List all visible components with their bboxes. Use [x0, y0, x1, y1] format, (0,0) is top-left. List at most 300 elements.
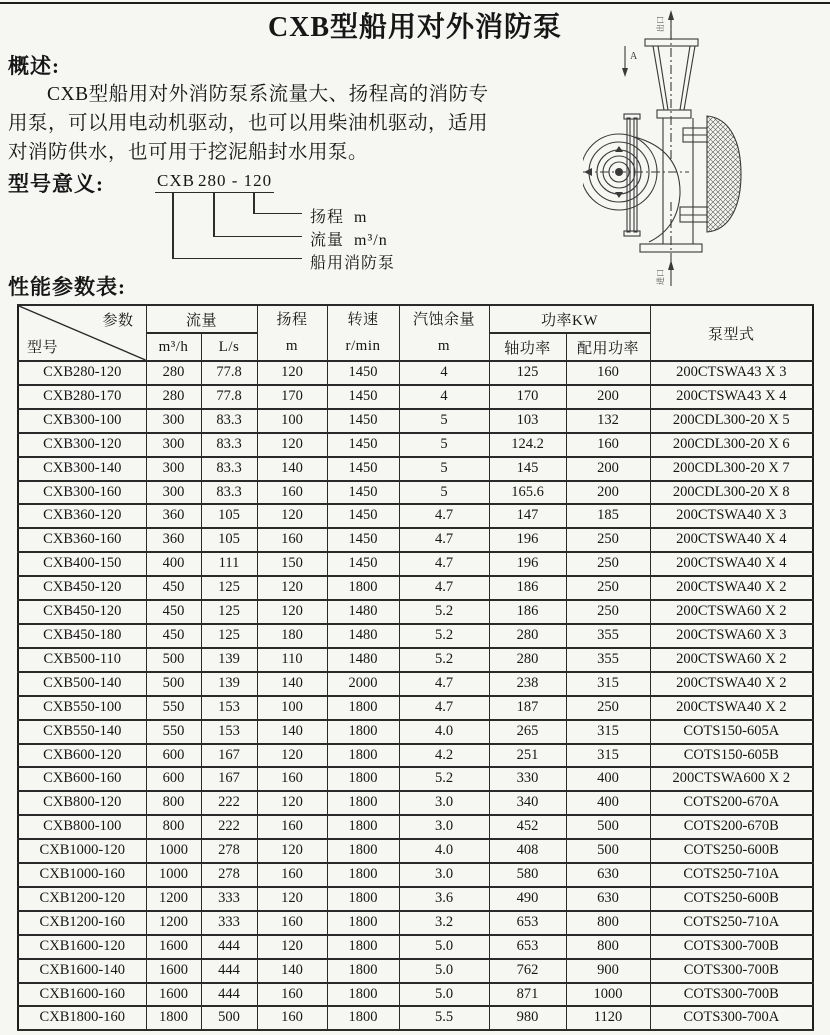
cell-model: CXB1200-120	[18, 887, 146, 911]
cell-flow-m3h: 300	[146, 481, 201, 505]
table-row	[18, 815, 813, 839]
cell-npsh-m: 5	[399, 481, 489, 505]
cell-head-m: 160	[257, 528, 327, 552]
cell-model: CXB1200-160	[18, 911, 146, 935]
cell-head-m: 160	[257, 815, 327, 839]
cell-model: CXB280-120	[18, 361, 146, 385]
cell-rated-power: 200	[566, 457, 650, 481]
cell-head-m: 120	[257, 361, 327, 385]
table-row	[18, 504, 813, 528]
cell-flow-m3h: 800	[146, 791, 201, 815]
inlet-arrow-icon	[655, 260, 674, 286]
table-row	[18, 863, 813, 887]
cell-flow-m3h: 280	[146, 385, 201, 409]
header-power: 功率KW	[489, 305, 650, 333]
cell-pump-type: 200CTSWA40 X 2	[650, 672, 813, 696]
cell-rated-power: 132	[566, 409, 650, 433]
cell-npsh-m: 5.2	[399, 767, 489, 791]
cell-shaft-power: 653	[489, 935, 566, 959]
cell-speed-rmin: 1480	[327, 624, 399, 648]
cell-npsh-m: 4	[399, 385, 489, 409]
table-row	[18, 385, 813, 409]
table-row	[18, 696, 813, 720]
cell-model: CXB1000-160	[18, 863, 146, 887]
cell-pump-type: COTS300-700B	[650, 983, 813, 1007]
cell-shaft-power: 196	[489, 528, 566, 552]
cell-flow-m3h: 500	[146, 648, 201, 672]
cell-flow-m3h: 300	[146, 433, 201, 457]
model-connector-line	[213, 236, 302, 238]
cell-pump-type: 200CTSWA40 X 4	[650, 552, 813, 576]
cell-flow-m3h: 1200	[146, 887, 201, 911]
cell-head-m: 120	[257, 433, 327, 457]
cell-npsh-m: 4.7	[399, 528, 489, 552]
cell-speed-rmin: 1450	[327, 504, 399, 528]
cell-speed-rmin: 1450	[327, 409, 399, 433]
cell-flow-m3h: 550	[146, 696, 201, 720]
cell-flow-m3h: 280	[146, 361, 201, 385]
overview-paragraph	[8, 80, 583, 167]
corner-param-label: 参数	[102, 313, 134, 329]
table-row	[18, 744, 813, 768]
cell-shaft-power: 871	[489, 983, 566, 1007]
cell-head-m: 140	[257, 672, 327, 696]
cell-npsh-m: 5.0	[399, 959, 489, 983]
model-connector-line	[253, 193, 255, 214]
header-flow-m3h: m³/h	[146, 333, 201, 361]
cell-flow-ls: 444	[201, 983, 257, 1007]
cell-pump-type: 200CDL300-20 X 7	[650, 457, 813, 481]
table-row	[18, 767, 813, 791]
cell-npsh-m: 5	[399, 409, 489, 433]
cell-head-m: 120	[257, 791, 327, 815]
cell-rated-power: 315	[566, 744, 650, 768]
cell-shaft-power: 187	[489, 696, 566, 720]
cell-flow-m3h: 600	[146, 767, 201, 791]
cell-model: CXB300-160	[18, 481, 146, 505]
cell-shaft-power: 147	[489, 504, 566, 528]
corner-model-label: 型号	[27, 340, 59, 356]
cell-shaft-power: 186	[489, 600, 566, 624]
table-row	[18, 911, 813, 935]
table-row	[18, 959, 813, 983]
header-npsh-label: 汽蚀余量	[413, 312, 476, 328]
table-row	[18, 887, 813, 911]
cell-npsh-m: 4	[399, 361, 489, 385]
cell-model: CXB1600-160	[18, 983, 146, 1007]
cell-pump-type: COTS250-710A	[650, 863, 813, 887]
cell-flow-m3h: 600	[146, 744, 201, 768]
inlet-label: 进口	[656, 269, 665, 285]
cell-shaft-power: 186	[489, 576, 566, 600]
cell-flow-ls: 278	[201, 839, 257, 863]
corner-header-cell	[18, 305, 146, 361]
table-row	[18, 935, 813, 959]
cell-shaft-power: 145	[489, 457, 566, 481]
header-flow-ls: L/s	[201, 333, 257, 361]
cell-flow-ls: 278	[201, 863, 257, 887]
cell-npsh-m: 4.0	[399, 839, 489, 863]
model-label-flow: 流量 m³/n	[310, 232, 388, 249]
cell-flow-ls: 444	[201, 959, 257, 983]
cell-model: CXB500-140	[18, 672, 146, 696]
cell-speed-rmin: 1800	[327, 815, 399, 839]
cell-pump-type: 200CTSWA40 X 4	[650, 528, 813, 552]
cell-rated-power: 355	[566, 624, 650, 648]
cell-npsh-m: 3.2	[399, 911, 489, 935]
performance-table-heading: 性能参数表:	[8, 275, 126, 299]
cell-shaft-power: 762	[489, 959, 566, 983]
cell-flow-ls: 222	[201, 791, 257, 815]
cell-flow-ls: 83.3	[201, 433, 257, 457]
cell-rated-power: 200	[566, 385, 650, 409]
cell-speed-rmin: 1800	[327, 1006, 399, 1030]
cell-rated-power: 800	[566, 911, 650, 935]
cell-speed-rmin: 1450	[327, 433, 399, 457]
header-speed-unit: r/min	[345, 338, 381, 354]
table-row	[18, 361, 813, 385]
cell-speed-rmin: 1800	[327, 863, 399, 887]
cell-rated-power: 500	[566, 839, 650, 863]
cell-rated-power: 160	[566, 361, 650, 385]
cell-shaft-power: 408	[489, 839, 566, 863]
cell-flow-m3h: 1600	[146, 935, 201, 959]
cell-flow-ls: 444	[201, 935, 257, 959]
table-row	[18, 1006, 813, 1030]
cell-pump-type: 200CTSWA43 X 4	[650, 385, 813, 409]
cell-rated-power: 200	[566, 481, 650, 505]
cell-speed-rmin: 1480	[327, 648, 399, 672]
cell-head-m: 170	[257, 385, 327, 409]
cell-model: CXB300-120	[18, 433, 146, 457]
cell-speed-rmin: 1800	[327, 935, 399, 959]
table-row	[18, 672, 813, 696]
overview-line: CXB型船用对外消防泵系流量大、扬程高的消防专	[47, 84, 489, 105]
cell-model: CXB300-140	[18, 457, 146, 481]
table-row	[18, 983, 813, 1007]
cell-speed-rmin: 1800	[327, 720, 399, 744]
cell-flow-ls: 83.3	[201, 457, 257, 481]
cell-flow-m3h: 500	[146, 672, 201, 696]
cell-shaft-power: 124.2	[489, 433, 566, 457]
cell-speed-rmin: 1800	[327, 959, 399, 983]
cell-model: CXB600-160	[18, 767, 146, 791]
volute-casing-icon	[583, 134, 680, 242]
cell-pump-type: COTS250-600B	[650, 839, 813, 863]
cell-flow-ls: 83.3	[201, 409, 257, 433]
cell-pump-type: 200CTSWA40 X 2	[650, 576, 813, 600]
model-connector-line	[172, 258, 302, 260]
cell-model: CXB360-160	[18, 528, 146, 552]
cell-head-m: 120	[257, 600, 327, 624]
cell-head-m: 160	[257, 983, 327, 1007]
cell-model: CXB550-100	[18, 696, 146, 720]
cell-flow-m3h: 400	[146, 552, 201, 576]
table-row	[18, 409, 813, 433]
cell-head-m: 120	[257, 504, 327, 528]
cell-speed-rmin: 1450	[327, 361, 399, 385]
cell-shaft-power: 452	[489, 815, 566, 839]
cell-speed-rmin: 1800	[327, 696, 399, 720]
cell-speed-rmin: 1450	[327, 457, 399, 481]
cell-rated-power: 315	[566, 672, 650, 696]
cell-model: CXB1600-120	[18, 935, 146, 959]
header-speed	[327, 305, 399, 361]
cell-speed-rmin: 1800	[327, 767, 399, 791]
cell-pump-type: COTS300-700B	[650, 935, 813, 959]
table-row	[18, 457, 813, 481]
cell-model: CXB1800-160	[18, 1006, 146, 1030]
cell-model: CXB600-120	[18, 744, 146, 768]
cell-flow-m3h: 1000	[146, 863, 201, 887]
cell-npsh-m: 4.7	[399, 552, 489, 576]
cell-rated-power: 250	[566, 600, 650, 624]
cell-npsh-m: 4.7	[399, 504, 489, 528]
cell-npsh-m: 4.7	[399, 576, 489, 600]
cell-npsh-m: 5.2	[399, 600, 489, 624]
cell-speed-rmin: 1800	[327, 791, 399, 815]
cell-flow-ls: 167	[201, 744, 257, 768]
cell-shaft-power: 580	[489, 863, 566, 887]
cell-flow-ls: 153	[201, 696, 257, 720]
cell-flow-ls: 333	[201, 887, 257, 911]
cell-flow-ls: 77.8	[201, 361, 257, 385]
cell-rated-power: 900	[566, 959, 650, 983]
cell-flow-ls: 139	[201, 672, 257, 696]
cell-shaft-power: 125	[489, 361, 566, 385]
cell-pump-type: 200CTSWA60 X 2	[650, 648, 813, 672]
cell-model: CXB500-110	[18, 648, 146, 672]
bracket-bar-icon	[624, 114, 640, 236]
cell-npsh-m: 3.0	[399, 815, 489, 839]
page-title: CXB型船用对外消防泵	[267, 12, 563, 43]
cell-rated-power: 250	[566, 576, 650, 600]
cell-head-m: 120	[257, 887, 327, 911]
cell-head-m: 120	[257, 744, 327, 768]
header-head	[257, 305, 327, 361]
cell-model: CXB800-100	[18, 815, 146, 839]
cell-flow-m3h: 800	[146, 815, 201, 839]
cell-rated-power: 630	[566, 863, 650, 887]
cell-head-m: 120	[257, 576, 327, 600]
cell-model: CXB450-120	[18, 600, 146, 624]
cell-flow-ls: 500	[201, 1006, 257, 1030]
cell-pump-type: 200CDL300-20 X 8	[650, 481, 813, 505]
cell-npsh-m: 4.2	[399, 744, 489, 768]
cell-npsh-m: 5.5	[399, 1006, 489, 1030]
cell-flow-ls: 83.3	[201, 481, 257, 505]
cell-pump-type: 200CTSWA40 X 3	[650, 504, 813, 528]
cell-rated-power: 800	[566, 935, 650, 959]
cell-rated-power: 400	[566, 767, 650, 791]
cell-npsh-m: 5.2	[399, 624, 489, 648]
cell-head-m: 160	[257, 863, 327, 887]
table-row	[18, 600, 813, 624]
cell-pump-type: COTS250-600B	[650, 887, 813, 911]
cell-flow-m3h: 1600	[146, 959, 201, 983]
cell-shaft-power: 251	[489, 744, 566, 768]
cell-rated-power: 250	[566, 552, 650, 576]
cell-speed-rmin: 1450	[327, 481, 399, 505]
cell-head-m: 100	[257, 409, 327, 433]
model-code-series: CXB	[155, 171, 197, 193]
cell-head-m: 140	[257, 959, 327, 983]
cell-rated-power: 1000	[566, 983, 650, 1007]
cell-flow-m3h: 450	[146, 624, 201, 648]
cell-flow-ls: 105	[201, 528, 257, 552]
cell-shaft-power: 330	[489, 767, 566, 791]
header-rated-power: 配用功率	[566, 333, 650, 361]
cell-head-m: 180	[257, 624, 327, 648]
cell-pump-type: 200CTSWA60 X 2	[650, 600, 813, 624]
cell-model: CXB360-120	[18, 504, 146, 528]
header-shaft-power: 轴功率	[489, 333, 566, 361]
table-row	[18, 624, 813, 648]
cell-head-m: 120	[257, 839, 327, 863]
cell-shaft-power: 280	[489, 648, 566, 672]
cell-flow-m3h: 300	[146, 409, 201, 433]
header-head-unit: m	[285, 338, 299, 354]
cell-npsh-m: 3.0	[399, 791, 489, 815]
view-a-label: A	[630, 51, 638, 62]
table-row	[18, 433, 813, 457]
cell-rated-power: 500	[566, 815, 650, 839]
table-row	[18, 552, 813, 576]
cell-model: CXB280-170	[18, 385, 146, 409]
cell-shaft-power: 196	[489, 552, 566, 576]
cell-speed-rmin: 2000	[327, 672, 399, 696]
cell-head-m: 150	[257, 552, 327, 576]
cell-shaft-power: 238	[489, 672, 566, 696]
overview-line: 对消防供水，也可用于挖泥船封水用泵。	[8, 142, 369, 163]
cell-pump-type: 200CDL300-20 X 5	[650, 409, 813, 433]
cell-speed-rmin: 1450	[327, 552, 399, 576]
cell-shaft-power: 103	[489, 409, 566, 433]
table-row	[18, 720, 813, 744]
cell-flow-ls: 125	[201, 576, 257, 600]
cell-shaft-power: 265	[489, 720, 566, 744]
header-pump-type: 泵型式	[650, 305, 813, 361]
cell-speed-rmin: 1800	[327, 887, 399, 911]
cell-model: CXB1000-120	[18, 839, 146, 863]
pump-technical-drawing	[583, 2, 828, 294]
cell-npsh-m: 5	[399, 457, 489, 481]
cell-head-m: 160	[257, 1006, 327, 1030]
table-row	[18, 576, 813, 600]
table-row	[18, 481, 813, 505]
outlet-label: 出口	[656, 16, 665, 32]
cell-flow-m3h: 1200	[146, 911, 201, 935]
cell-npsh-m: 4.0	[399, 720, 489, 744]
cell-shaft-power: 280	[489, 624, 566, 648]
cell-model: CXB1600-140	[18, 959, 146, 983]
cell-rated-power: 160	[566, 433, 650, 457]
cell-flow-m3h: 1600	[146, 983, 201, 1007]
model-connector-line	[213, 193, 215, 237]
table-row	[18, 648, 813, 672]
cell-flow-m3h: 450	[146, 600, 201, 624]
view-a-arrow-icon	[622, 46, 638, 77]
cell-speed-rmin: 1800	[327, 576, 399, 600]
cell-flow-ls: 111	[201, 552, 257, 576]
model-meaning-heading: 型号意义:	[8, 172, 104, 196]
cell-rated-power: 185	[566, 504, 650, 528]
cell-speed-rmin: 1800	[327, 983, 399, 1007]
cell-pump-type: COTS150-605A	[650, 720, 813, 744]
cell-flow-ls: 139	[201, 648, 257, 672]
cell-pump-type: 200CTSWA60 X 3	[650, 624, 813, 648]
cell-pump-type: COTS200-670B	[650, 815, 813, 839]
cell-npsh-m: 5	[399, 433, 489, 457]
cell-model: CXB450-120	[18, 576, 146, 600]
cell-model: CXB800-120	[18, 791, 146, 815]
cell-pump-type: 200CTSWA40 X 2	[650, 696, 813, 720]
model-code-numbers: 280 - 120	[196, 171, 274, 193]
cell-flow-ls: 153	[201, 720, 257, 744]
table-row	[18, 528, 813, 552]
cell-flow-m3h: 300	[146, 457, 201, 481]
cell-rated-power: 315	[566, 720, 650, 744]
cell-head-m: 160	[257, 911, 327, 935]
cell-flow-m3h: 1000	[146, 839, 201, 863]
cell-flow-m3h: 450	[146, 576, 201, 600]
cell-speed-rmin: 1800	[327, 839, 399, 863]
cell-flow-m3h: 550	[146, 720, 201, 744]
cell-flow-ls: 125	[201, 600, 257, 624]
cell-rated-power: 250	[566, 528, 650, 552]
cell-pump-type: 200CTSWA600 X 2	[650, 767, 813, 791]
cell-head-m: 100	[257, 696, 327, 720]
model-connector-line	[253, 213, 302, 215]
cell-npsh-m: 5.0	[399, 983, 489, 1007]
cell-npsh-m: 5.0	[399, 935, 489, 959]
cell-head-m: 140	[257, 457, 327, 481]
cell-npsh-m: 4.7	[399, 672, 489, 696]
cell-pump-type: COTS300-700A	[650, 1006, 813, 1030]
cell-head-m: 110	[257, 648, 327, 672]
cell-shaft-power: 165.6	[489, 481, 566, 505]
header-flow: 流量	[146, 305, 257, 333]
cell-model: CXB550-140	[18, 720, 146, 744]
cell-npsh-m: 5.2	[399, 648, 489, 672]
cell-flow-ls: 77.8	[201, 385, 257, 409]
cell-head-m: 160	[257, 481, 327, 505]
model-connector-line	[172, 193, 174, 259]
cell-npsh-m: 3.0	[399, 863, 489, 887]
header-npsh	[399, 305, 489, 361]
cell-rated-power: 1120	[566, 1006, 650, 1030]
cell-speed-rmin: 1800	[327, 911, 399, 935]
header-speed-label: 转速	[347, 312, 379, 328]
cell-shaft-power: 170	[489, 385, 566, 409]
hatched-dome-icon	[707, 116, 741, 232]
cell-shaft-power: 490	[489, 887, 566, 911]
cell-head-m: 160	[257, 767, 327, 791]
cell-shaft-power: 340	[489, 791, 566, 815]
cell-model: CXB300-100	[18, 409, 146, 433]
cell-pump-type: COTS150-605B	[650, 744, 813, 768]
cell-pump-type: COTS300-700B	[650, 959, 813, 983]
cell-flow-m3h: 360	[146, 528, 201, 552]
overview-heading: 概述:	[8, 54, 60, 78]
cell-flow-ls: 105	[201, 504, 257, 528]
cell-flow-ls: 333	[201, 911, 257, 935]
cell-speed-rmin: 1800	[327, 744, 399, 768]
cell-rated-power: 250	[566, 696, 650, 720]
outlet-arrow-icon	[655, 10, 674, 38]
model-label-pump: 船用消防泵	[310, 255, 396, 272]
cell-flow-ls: 167	[201, 767, 257, 791]
